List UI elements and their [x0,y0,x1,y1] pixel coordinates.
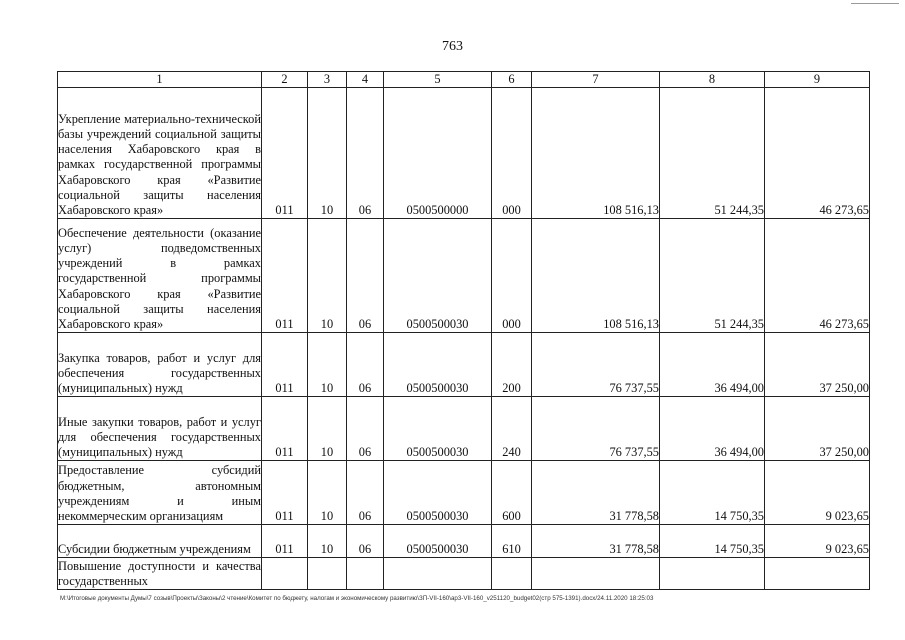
expense-type-cell: 000 [492,88,532,219]
column-header: 5 [384,72,492,88]
target-article-cell [384,558,492,590]
subsection-code-cell: 06 [347,88,384,219]
amount-col7-cell [532,558,660,590]
row-name: Предоставление субсидий бюджетным, автономным учреждениям и иным некоммерческим организациям [58,463,261,523]
subsection-code-cell: 06 [347,219,384,333]
ministry-code-cell: 011 [262,525,308,558]
column-header: 2 [262,72,308,88]
row-name: Укрепление материально-технической базы учреждений социальной защиты населения Хабаровского края в рамках государственной программы Хабаровского края «Развитие социальной защиты населения Хабаровского края» [58,111,261,217]
table-row [58,461,870,525]
target-article-cell: 0500500030 [384,397,492,461]
ministry-code-cell: 011 [262,88,308,219]
column-header: 6 [492,72,532,88]
target-article-cell: 0500500030 [384,461,492,525]
expense-type-cell [492,558,532,590]
budget-table [57,71,870,590]
expense-type-cell: 600 [492,461,532,525]
amount-col8-cell: 14 750,35 [660,461,765,525]
row-name-cell [58,397,262,461]
expense-type-cell: 240 [492,397,532,461]
subsection-code-cell: 06 [347,461,384,525]
column-header: 9 [765,72,870,88]
subsection-code-cell: 06 [347,397,384,461]
amount-col7-cell: 76 737,55 [532,333,660,397]
table-row [58,558,870,590]
document-path-footer: M:\Итоговые документы Думы\7 созыв\Проекты\Законы\2 чтение\Комитет по бюджету, налогам и экономическому развитию\ЗП-VII-160\ар3-VII-160_v251120_budget02(стр 575-1391).docx/24.11.2020 18:25:03 [60,595,654,602]
row-name-cell [58,461,262,525]
subsection-code-cell: 06 [347,525,384,558]
row-name: Закупка товаров, работ и услуг для обеспечения государственных (муниципальных) нужд [58,350,261,395]
amount-col9-cell: 46 273,65 [765,88,870,219]
amount-col9-cell: 37 250,00 [765,333,870,397]
ministry-code-cell: 011 [262,461,308,525]
scan-edge-line [851,3,899,4]
amount-col7-cell: 31 778,58 [532,461,660,525]
subsection-code-cell [347,558,384,590]
amount-col9-cell [765,558,870,590]
amount-col7-cell: 108 516,13 [532,219,660,333]
amount-col9-cell: 37 250,00 [765,397,870,461]
target-article-cell: 0500500030 [384,333,492,397]
amount-col8-cell: 36 494,00 [660,397,765,461]
column-header: 7 [532,72,660,88]
ministry-code-cell [262,558,308,590]
row-name-cell [58,219,262,333]
ministry-code-cell: 011 [262,397,308,461]
amount-col7-cell: 31 778,58 [532,525,660,558]
amount-col8-cell: 51 244,35 [660,219,765,333]
table-row [58,333,870,397]
row-name-cell [58,88,262,219]
row-name-cell [58,558,262,590]
expense-type-cell: 610 [492,525,532,558]
target-article-cell: 0500500030 [384,219,492,333]
section-code-cell: 10 [308,525,347,558]
row-name-cell [58,333,262,397]
expense-type-cell: 200 [492,333,532,397]
amount-col7-cell: 76 737,55 [532,397,660,461]
section-code-cell: 10 [308,219,347,333]
table-row [58,525,870,558]
table-row [58,88,870,219]
row-name: Обеспечение деятельности (оказание услуг) подведомственных учреждений в рамках государственной программы Хабаровского края «Развитие социальной защиты населения Хабаровского края» [58,225,261,331]
target-article-cell: 0500500000 [384,88,492,219]
section-code-cell [308,558,347,590]
section-code-cell: 10 [308,397,347,461]
amount-col8-cell [660,558,765,590]
amount-col8-cell: 14 750,35 [660,525,765,558]
column-header: 1 [58,72,262,88]
section-code-cell: 10 [308,333,347,397]
row-name: Повышение доступности и качества государственных [58,558,261,588]
amount-col9-cell: 9 023,65 [765,525,870,558]
row-name: Иные закупки товаров, работ и услуг для обеспечения государственных (муниципальных) нужд [58,414,261,459]
column-header: 8 [660,72,765,88]
column-header: 3 [308,72,347,88]
row-name: Субсидии бюджетным учреждениям [58,542,251,556]
subsection-code-cell: 06 [347,333,384,397]
amount-col9-cell: 9 023,65 [765,461,870,525]
section-code-cell: 10 [308,88,347,219]
target-article-cell: 0500500030 [384,525,492,558]
expense-type-cell: 000 [492,219,532,333]
ministry-code-cell: 011 [262,219,308,333]
amount-col9-cell: 46 273,65 [765,219,870,333]
section-code-cell: 10 [308,461,347,525]
ministry-code-cell: 011 [262,333,308,397]
page-number: 763 [442,39,463,54]
amount-col8-cell: 36 494,00 [660,333,765,397]
header-row [58,72,870,88]
column-header: 4 [347,72,384,88]
amount-col7-cell: 108 516,13 [532,88,660,219]
row-name-cell [58,525,262,558]
amount-col8-cell: 51 244,35 [660,88,765,219]
table-row [58,397,870,461]
table-row [58,219,870,333]
